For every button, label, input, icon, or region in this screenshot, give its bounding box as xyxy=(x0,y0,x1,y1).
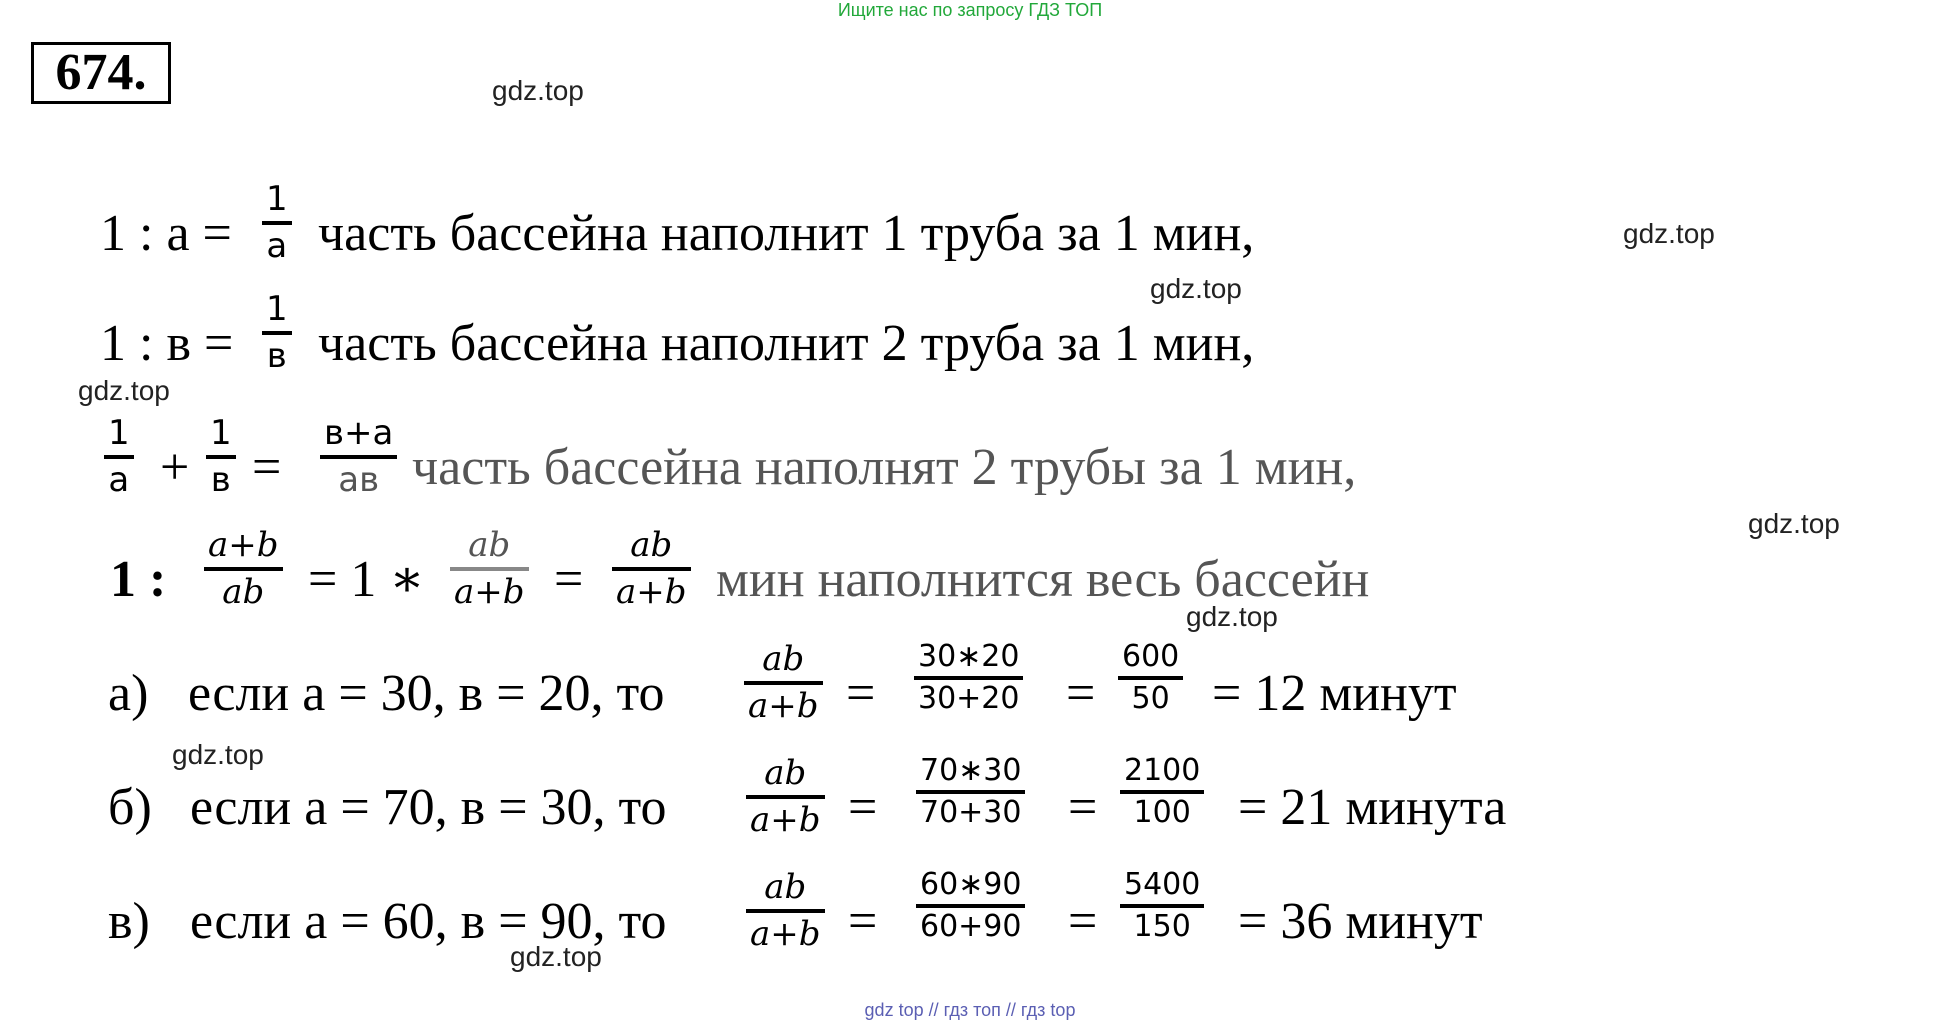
line2-lhs: 1 : в = xyxy=(100,315,234,372)
fraction-denominator: a+b xyxy=(454,571,525,612)
fraction-denominator: 70+30 xyxy=(920,794,1022,830)
watermark: gdz.top xyxy=(1186,601,1278,632)
case-condition: если a = 30, в = 20, то xyxy=(188,665,665,722)
line4-text: мин наполнится весь бассейн xyxy=(716,551,1370,608)
line3-fraction-1 xyxy=(104,412,134,501)
case-equals-2: = xyxy=(1068,893,1098,950)
case-label: в) xyxy=(108,893,150,950)
case-equals-2: = xyxy=(1068,779,1098,836)
fraction-denominator: ab xyxy=(222,571,265,612)
line4-fraction-3 xyxy=(612,524,691,613)
fraction-numerator: 1 xyxy=(266,289,288,329)
fraction-denominator: в xyxy=(210,459,231,500)
fraction-denominator: a+b xyxy=(748,685,819,726)
footer-banner: gdz top // гдз топ // гдз top xyxy=(864,1000,1076,1020)
case-condition: если a = 60, в = 90, то xyxy=(190,893,667,950)
case-result-fraction xyxy=(1118,638,1183,717)
fraction-denominator: 50 xyxy=(1131,680,1170,716)
case-label: б) xyxy=(108,779,152,836)
line2-text: часть бассейна наполнит 2 труба за 1 мин, xyxy=(318,315,1255,372)
fraction-numerator: ab xyxy=(762,639,805,679)
fraction-numerator: ab xyxy=(764,753,807,793)
case-equals-1: = xyxy=(848,779,878,836)
case-calc-fraction xyxy=(916,752,1025,831)
fraction-numerator: ab xyxy=(764,867,807,907)
fraction-numerator: ab xyxy=(468,525,511,565)
line1-lhs: 1 : a = xyxy=(100,205,232,262)
case-calc-fraction xyxy=(916,866,1025,945)
line4-lhs: 1 : xyxy=(110,551,167,608)
fraction-denominator: 30+20 xyxy=(918,680,1020,716)
watermark: gdz.top xyxy=(510,941,602,972)
watermark: gdz.top xyxy=(172,739,264,770)
fraction-denominator: a+b xyxy=(750,799,821,840)
fraction-denominator: a xyxy=(108,459,130,500)
line3-equals: = xyxy=(252,439,282,496)
line3-fraction-3 xyxy=(320,412,397,501)
fraction-numerator: 60∗90 xyxy=(920,867,1022,902)
fraction-denominator: a xyxy=(266,225,288,266)
fraction-numerator: ab xyxy=(630,525,673,565)
fraction-numerator: a+b xyxy=(208,525,279,565)
fraction-numerator: 2100 xyxy=(1124,753,1201,788)
case-result: = 36 минут xyxy=(1238,893,1483,950)
fraction-numerator: 30∗20 xyxy=(918,639,1020,674)
watermark: gdz.top xyxy=(1150,273,1242,304)
fraction-denominator: a+b xyxy=(616,571,687,612)
watermark: gdz.top xyxy=(1623,218,1715,249)
fraction-numerator: 5400 xyxy=(1124,867,1201,902)
fraction-numerator: в+а xyxy=(324,413,394,453)
fraction-denominator: 60+90 xyxy=(920,908,1022,944)
fraction-numerator: 1 xyxy=(266,179,288,219)
line4-equals-1: = 1 ∗ xyxy=(308,551,425,608)
line2-fraction xyxy=(262,288,292,377)
case-equals-2: = xyxy=(1066,665,1096,722)
line4-fraction-1 xyxy=(204,524,283,613)
watermark: gdz.top xyxy=(78,375,170,406)
case-formula-fraction xyxy=(746,752,825,841)
watermark: gdz.top xyxy=(492,75,584,106)
site-banner: Ищите нас по запросу ГДЗ ТОП xyxy=(837,0,1103,20)
case-calc-fraction xyxy=(914,638,1023,717)
case-formula-fraction xyxy=(744,638,823,727)
fraction-denominator: ав xyxy=(338,459,380,500)
case-result-fraction xyxy=(1120,866,1204,945)
fraction-numerator: 600 xyxy=(1122,639,1180,674)
fraction-denominator: a+b xyxy=(750,913,821,954)
line3-text: часть бассейна наполнят 2 трубы за 1 мин, xyxy=(412,439,1357,496)
fraction-numerator: 1 xyxy=(108,413,130,453)
case-equals-1: = xyxy=(846,665,876,722)
case-label: а) xyxy=(108,665,149,722)
fraction-denominator: 150 xyxy=(1133,908,1191,944)
line3-fraction-2 xyxy=(206,412,236,501)
case-result: = 12 минут xyxy=(1212,665,1457,722)
watermark: gdz.top xyxy=(1748,508,1840,539)
fraction-denominator: 100 xyxy=(1133,794,1191,830)
fraction-numerator: 70∗30 xyxy=(920,753,1022,788)
line1-fraction xyxy=(262,178,292,267)
case-formula-fraction xyxy=(746,866,825,955)
line1-text: часть бассейна наполнит 1 труба за 1 мин, xyxy=(318,205,1255,262)
case-equals-1: = xyxy=(848,893,878,950)
line4-equals-2: = xyxy=(554,551,584,608)
problem-number: 674. xyxy=(31,42,171,104)
fraction-denominator: в xyxy=(266,335,287,376)
case-condition: если a = 70, в = 30, то xyxy=(190,779,667,836)
line4-fraction-2 xyxy=(450,524,529,613)
case-result-fraction xyxy=(1120,752,1204,831)
fraction-numerator: 1 xyxy=(210,413,232,453)
line3-plus: + xyxy=(160,439,190,496)
case-result: = 21 минута xyxy=(1238,779,1507,836)
